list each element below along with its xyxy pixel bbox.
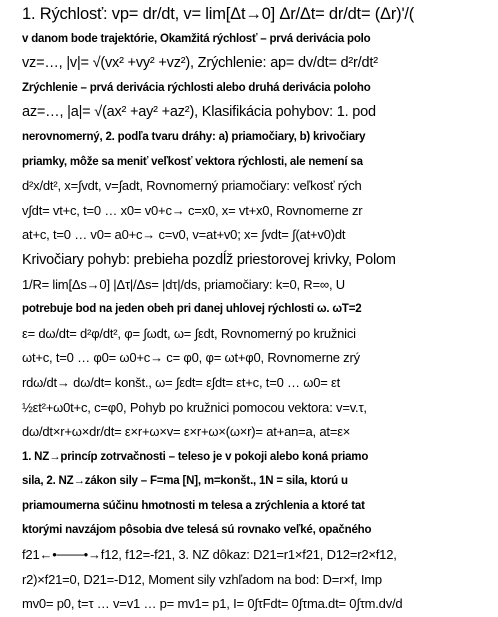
text-line: v∫dt= vt+c, t=0 … x0= v0+c→ c=x0, x= vt+x0, Rovnomerne zr (22, 202, 363, 218)
text-line: ε= dω/dt= d²φ/dt², φ= ∫ωdt, ω= ∫εdt, Rovnomerný po kružnici (22, 325, 356, 341)
text-line: priamoumerna súčinu hmotnosti m telesa a zrýchlenia a ktoré tat (22, 499, 365, 512)
text-line: ktorými navzájom pôsobia dve telesá sú rovnako veľké, opačného (22, 524, 372, 537)
text-line: vz=…, |v|= √(vx² +vy² +vz²), Zrýchlenie: ap= dv/dt= d²r/dt² (22, 55, 378, 72)
text-line: az=…, |a|= √(ax² +ay² +az²), Klasifikácia pohybov: 1. pod (22, 104, 376, 121)
text-line: rdω/dt→ dω/dt= konšt., ω= ∫εdt= ε∫dt= εt+c, t=0 … ω0= εt (22, 374, 341, 390)
text-line: Zrýchlenie – prvá derivácia rýchlosti alebo druhá derivácia poloho (22, 81, 371, 94)
text-line: 1. Rýchlosť: vp= dr/dt, v= lim[Δt→0] Δr/Δt= dr/dt= (Δr)'/( (22, 5, 415, 23)
text-line: mv0= p0, t=τ … v=v1 … p= mv1= p1, I= 0∫τFdt= 0∫τma.dt= 0∫τm.dv/d (22, 596, 403, 612)
text-line: f21←•───•→f12, f12=-f21, 3. NZ dôkaz: D21=r1×f21, D12=r2×f12, (22, 547, 397, 563)
text-line: ½εt²+ω0t+c, c=φ0, Pohyb po kružnici pomocou vektora: v=v.τ, (22, 399, 367, 415)
text-line: sila, 2. NZ→zákon sily – F=ma [N], m=konšt., 1N = sila, ktorú u (22, 475, 348, 488)
text-line: r2)×f21=0, D21=-D12, Moment sily vzhľadom na bod: D=r×f, Imp (22, 571, 382, 587)
text-line: 1. NZ→princíp zotrvačnosti – teleso je v pokoji alebo koná priamo (22, 450, 369, 463)
text-line: v danom bode trajektórie, Okamžitá rýchlosť – prvá derivácia polo (22, 32, 371, 45)
text-line: potrebuje bod na jeden obeh pri danej uhlovej rýchlosti ω. ωT=2 (22, 303, 362, 316)
text-line: d²x/dt², x=∫vdt, v=∫adt, Rovnomerný priamočiary: veľkosť rých (22, 178, 362, 194)
text-line: ωt+c, t=0 … φ0= ω0+c→ c= φ0, φ= ωt+φ0, Rovnomerne zrý (22, 350, 360, 366)
text-line: 1/R= lim[Δs→0] |Δτ|/Δs= |dτ|/ds, priamočiary: k=0, R=∞, U (22, 276, 345, 292)
text-line: nerovnomerný, 2. podľa tvaru dráhy: a) priamočiary, b) krivočiary (22, 130, 366, 143)
text-line: priamky, môže sa meniť veľkosť vektora rýchlosti, ale nemení sa (22, 155, 363, 168)
text-line: dω/dt×r+ω×dr/dt= ε×r+ω×v= ε×r+ω×(ω×r)= at+an=a, at=ε× (22, 424, 351, 440)
text-line: Krivočiary pohyb: prebieha pozdĺž priestorovej krivky, Polom (22, 251, 396, 268)
text-line: at+c, t=0 … v0= a0+c→ c=v0, v=at+v0; x= ∫vdt= ∫(at+v0)dt (22, 227, 346, 243)
